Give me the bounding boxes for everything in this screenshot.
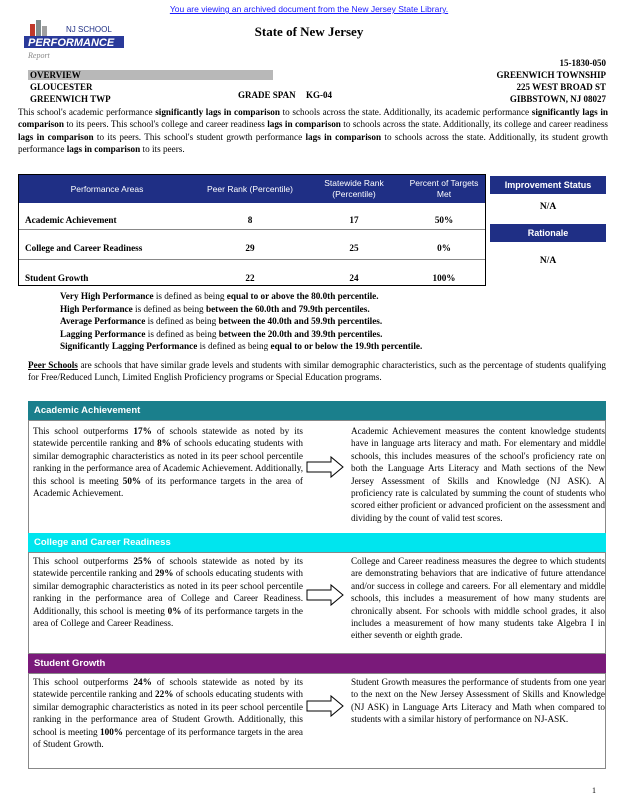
section-right-text: Student Growth measures the performance of students from one year to the next on the New Jersey Assessment of Skills and Knowledge (NJ ASK) in Language Arts Literacy and Math when compared to students with a similar history of performance on NJ-ASK.	[351, 677, 605, 725]
section-left-text: This school outperforms 24% of schools statewide as noted by its statewide percentile ranking and 22% of schools educating students with similar demographic characteristics as noted in its peer school percentile ranking in the performance area of Student Growth. Additionally, this school is meeting 100% percentage of its performance targets in the area of Student Growth.	[33, 677, 303, 750]
section-right-text: Academic Achievement measures the content knowledge students have in language arts literacy and math. For elementary and middle schools, this includes measures of the school's proficiency rate on both the Language Arts Literacy and Math sections of the New Jersey Assessment of Skills and Knowledge (NJ ASK). A proficiency rate is calculated by summing the count of students who scored either proficient or advanced proficient on the assessment and dividing by the count of valid test scores.	[351, 426, 605, 523]
grade-span-value: KG-04	[306, 90, 332, 100]
section-left-text: This school outperforms 25% of schools statewide as noted by its statewide percentile ranking and 29% of schools educating students with similar demographic characteristics as noted in its peer school percentile ranking in the performance area of College and Career Readiness. Additionally, this school is meeting 0% of its performance targets in the area of College and Career Readiness.	[33, 556, 303, 629]
section-left-text: This school outperforms 17% of schools statewide as noted by its statewide percentile ranking and 8% of schools educating students with similar demographic characteristics as noted in its peer school percentile ranking in the performance area of Academic Achievement. Additionally, this school is meeting 50% of its performance targets in the area of Academic Achievement.	[33, 426, 303, 499]
performance-summary: This school's academic performance significantly lags in comparison to schools across the state. Additionally, its academic performance significantly lags in comparison to its peers. This school's college and career readiness lags in comparison to schools across the state. Additionally, its college and career readiness lags in comparison to its peers. This school's student growth performance lags in comparison to schools across the state. Additionally, its student growth performance lags in comparison to its peers.	[18, 107, 608, 155]
definition-item: Average Performance is defined as being between the 40.0th and 59.9th percentiles.	[60, 316, 383, 327]
section-college-career	[28, 552, 606, 654]
archive-notice[interactable]	[0, 4, 618, 14]
rationale-value: N/A	[539, 256, 557, 266]
county: GLOUCESTER	[30, 82, 93, 92]
section-student-growth	[28, 673, 606, 769]
col-header-targets: Percent of Targets Met	[403, 175, 485, 203]
rationale-header: Rationale	[490, 224, 606, 242]
definition-item: Very High Performance is defined as being equal to or above the 80.0th percentile.	[60, 291, 379, 301]
section-header-student-growth: Student Growth	[28, 654, 606, 673]
logo-line1: NJ SCHOOL	[66, 25, 112, 34]
col-header-peer: Peer Rank (Percentile)	[195, 175, 305, 203]
improvement-status-value: N/A	[539, 202, 557, 212]
row-divider	[19, 229, 485, 230]
definition-item: High Performance is defined as being between the 60.0th and 79.9th percentiles.	[60, 303, 370, 314]
section-right-text: College and Career readiness measures the degree to which students are demonstrating behaviors that are indicative of future attendance and/or success in college and careers. For all elementary and middle schools, this includes a measurement of how many students are chronically absent. For schools with middle school grades, it also includes a measurement of how many students take Algebra I in either seventh or eighth grade.	[351, 556, 605, 641]
logo-line2: PERFORMANCE	[28, 37, 115, 49]
definition-item: Significantly Lagging Performance is defined as being equal to or below the 19.9th percentile.	[60, 341, 423, 352]
school-name: GREENWICH TOWNSHIP	[496, 70, 606, 80]
peer-schools-definition: Peer Schools are schools that have similar grade levels and students with similar demographic characteristics, such as the percentage of students qualifying for Free/Reduced Lunch, Limited English Proficiency programs or Special Education programs.	[28, 360, 607, 383]
section-header-academic-achievement: Academic Achievement	[28, 401, 606, 420]
col-header-area: Performance Areas	[19, 175, 195, 203]
improvement-status-header: Improvement Status	[490, 176, 606, 194]
grade-span-label: GRADE SPAN	[238, 90, 296, 100]
definition-item: Lagging Performance is defined as being between the 20.0th and 39.9th percentiles.	[60, 328, 383, 339]
overview-label: OVERVIEW	[28, 70, 273, 80]
address-line1: 225 WEST BROAD ST	[516, 82, 606, 92]
col-header-state: Statewide Rank (Percentile)	[305, 175, 403, 203]
right-arrow-icon	[305, 694, 345, 718]
address-line2: GIBBSTOWN, NJ 08027	[509, 94, 606, 104]
right-arrow-icon	[305, 583, 345, 607]
right-arrow-icon	[305, 455, 345, 479]
performance-table: Performance Areas Peer Rank (Percentile) Statewide Rank (Percentile) Percent of Targets Met Academic Achievement 8 17 50% College and Career Readiness 29 25 0% Student Growth 22 24 100%	[18, 174, 486, 286]
section-academic-achievement	[28, 420, 606, 534]
archive-notice-link[interactable]: You are viewing an archived document from the New Jersey State Library.	[169, 4, 449, 14]
district: GREENWICH TWP	[30, 94, 111, 104]
logo-line3: Report	[28, 51, 50, 60]
row-divider	[19, 259, 485, 260]
school-code: 15-1830-050	[559, 58, 606, 68]
state-title: State of New Jersey	[254, 24, 364, 39]
performance-definitions	[60, 290, 422, 353]
page-number: 1	[592, 786, 596, 795]
peer-schools-term: Peer Schools	[28, 360, 78, 370]
section-header-college-career: College and Career Readiness	[28, 533, 606, 552]
